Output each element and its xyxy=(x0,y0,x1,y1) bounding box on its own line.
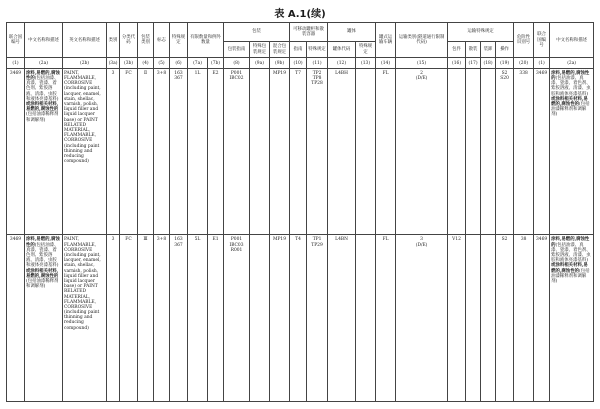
cn-name-normal: (包括油漆、真漆、瓷漆、着色剂、紫胶溶液、清漆、虫胶和液体亮漆基料) xyxy=(551,76,591,97)
tunnel-code: (D/E) xyxy=(415,242,428,248)
cn-name-tail: (包括油漆稀释剂和调解剂) xyxy=(26,112,59,123)
hdr-tank-code: 罐体代码 xyxy=(328,41,356,58)
packing-special xyxy=(250,68,270,235)
hdr-load: 装卸 xyxy=(481,41,496,58)
special-load xyxy=(481,235,496,402)
limited-quantity: 1L xyxy=(188,68,208,235)
hdr-packing-group: 包装类别 xyxy=(138,23,154,58)
col-num: (3a) xyxy=(107,58,120,68)
cn-name-or: 或涂料相关材料,易燃的,腐蚀性的 xyxy=(551,96,588,108)
col-num: (2a) xyxy=(550,58,594,68)
special-provisions: 163 367 xyxy=(170,68,188,235)
col-num: (1) xyxy=(534,58,550,68)
un-number-2: 3469 xyxy=(534,235,550,402)
col-num: (18) xyxy=(481,58,496,68)
tank-special xyxy=(356,235,376,402)
special-provisions: 163 367 xyxy=(170,235,188,402)
col-num: (8) xyxy=(224,58,250,68)
special-operation: S2 S20 xyxy=(496,68,514,235)
cn-name-tail: (包括油漆稀释剂和调解剂) xyxy=(551,102,590,118)
table-title: 表 A.1(续) xyxy=(274,9,326,20)
hdr-un-no: 联合国编号 xyxy=(7,23,25,58)
excepted-quantity: E1 xyxy=(208,235,224,402)
hdr-cn-name-2: 中文名称和描述 xyxy=(550,23,594,58)
cn-name-or: 或涂料相关材料,易燃的,腐蚀性的 xyxy=(551,263,588,274)
col-num: (9b) xyxy=(270,58,290,68)
vehicle-for-tank: FL xyxy=(376,68,396,235)
labels: 3+8 xyxy=(154,68,170,235)
col-num: (7a) xyxy=(188,58,208,68)
hdr-packaging: 包装 xyxy=(224,23,290,42)
hdr-portable-tanks: 可移动罐柜和散装容器 xyxy=(290,23,328,42)
labels: 3+8 xyxy=(154,235,170,402)
limited-quantity: 5L xyxy=(188,235,208,402)
hazard-id: 38 xyxy=(514,235,534,402)
hdr-pack-instructions: 包装指南 xyxy=(224,41,250,58)
col-num: (14) xyxy=(376,58,396,68)
col-num: (20) xyxy=(514,58,534,68)
special-pkg: V12 xyxy=(448,235,466,402)
col-num: (11) xyxy=(307,58,328,68)
col-num: (17) xyxy=(466,58,481,68)
category: 2 xyxy=(420,70,423,76)
transport-category xyxy=(396,235,448,402)
class-code: FC xyxy=(120,68,138,235)
hdr-pack-special: 特殊包装规定 xyxy=(250,41,270,58)
hdr-un-no-2: 联合国编号 xyxy=(534,23,550,58)
hdr-special-provisions: 特殊规定 xyxy=(170,23,188,58)
excepted-quantity: E2 xyxy=(208,68,224,235)
table-row xyxy=(7,235,594,402)
header-row-1 xyxy=(7,23,594,42)
tank-instructions: T7 xyxy=(290,68,307,235)
col-num: (3b) xyxy=(120,58,138,68)
special-pkg xyxy=(448,68,466,235)
col-num: (6) xyxy=(170,58,188,68)
cn-name-bold: 涂料,易燃的,腐蚀性的 xyxy=(26,70,60,82)
tank-instructions: T4 xyxy=(290,235,307,402)
special-load xyxy=(481,68,496,235)
tunnel-code: (D/E) xyxy=(415,76,428,82)
column-number-row xyxy=(7,58,594,68)
packing-instructions: P001 IBC03 R001 xyxy=(224,235,250,402)
cn-name-bold: 涂料,易燃的,腐蚀性的 xyxy=(551,237,590,248)
col-num: (15) xyxy=(396,58,448,68)
col-num: (12) xyxy=(328,58,356,68)
tank-code: L4BN xyxy=(328,235,356,402)
transport-category xyxy=(396,68,448,235)
hazard-id: 338 xyxy=(514,68,534,235)
hdr-hazard-id: 危险性识别号 xyxy=(514,23,534,58)
hdr-tank: 罐体 xyxy=(328,23,376,42)
mixed-packing: MP19 xyxy=(270,235,290,402)
un-number: 3469 xyxy=(7,68,25,235)
hdr-tank-special: 特殊规定 xyxy=(356,41,376,58)
hdr-instructions: 指南 xyxy=(290,41,307,58)
tank-code: L4BH xyxy=(328,68,356,235)
cn-name-normal: (包括油漆、真漆、瓷漆、着色剂、紫胶溶液、清漆、虫胶和液体亮漆基料) xyxy=(26,242,59,269)
vehicle-for-tank: FL xyxy=(376,235,396,402)
cn-name-bold: 涂料,易燃的,腐蚀性的 xyxy=(26,237,60,248)
packing-group: Ⅱ xyxy=(138,68,154,235)
cn-name-normal: (包括油漆、真漆、瓷漆、着色剂、紫胶溶液、清漆、虫胶和液体亮漆基料) xyxy=(551,242,591,264)
col-num: (1) xyxy=(7,58,25,68)
cn-name-or: 或涂料相关材料,易燃的,腐蚀性的 xyxy=(26,102,59,113)
hdr-labels: 标志 xyxy=(154,23,170,58)
packing-special xyxy=(250,235,270,402)
table-row xyxy=(7,68,594,235)
hdr-operation: 操作 xyxy=(496,41,514,58)
cn-name-2 xyxy=(550,235,594,402)
cn-name xyxy=(25,68,63,235)
col-num: (9a) xyxy=(250,58,270,68)
col-num: (2a) xyxy=(25,58,63,68)
tank-special-provisions: TP2 TP8 TP28 xyxy=(307,68,328,235)
hdr-bulk: 散装 xyxy=(466,41,481,58)
col-num: (10) xyxy=(290,58,307,68)
dangerous-goods-table xyxy=(6,22,594,402)
hdr-class: 类别 xyxy=(107,23,120,58)
cn-name-tail: (包括油漆稀释剂和调解剂) xyxy=(26,278,59,290)
col-num: (2b) xyxy=(63,58,107,68)
packing-group: Ⅲ xyxy=(138,235,154,402)
hdr-vehicle-for-tank: 罐式运输车辆 xyxy=(376,23,396,58)
un-number: 3469 xyxy=(7,235,25,402)
special-bulk xyxy=(466,235,481,402)
class-code: FC xyxy=(120,235,138,402)
col-num: (19) xyxy=(496,58,514,68)
tank-special-provisions: TP1 TP29 xyxy=(307,235,328,402)
col-num: (7b) xyxy=(208,58,224,68)
un-number-2: 3469 xyxy=(534,68,550,235)
hdr-portable-special: 特殊规定 xyxy=(307,41,328,58)
hdr-mixed-packing: 混合包装规定 xyxy=(270,41,290,58)
hdr-cn-name: 中文名称和描述 xyxy=(25,23,63,58)
special-bulk xyxy=(466,68,481,235)
class: 3 xyxy=(107,68,120,235)
hdr-pkg: 包件 xyxy=(448,41,466,58)
category: 3 xyxy=(420,237,423,243)
cn-name-normal: (包括油漆、真漆、瓷漆、着色剂、紫胶溶液、清漆、虫胶和液体亮漆基料) xyxy=(26,76,59,102)
col-num: (4) xyxy=(138,58,154,68)
hdr-special-transport: 运输特殊规定 xyxy=(448,23,514,42)
special-operation: S2 xyxy=(496,235,514,402)
hdr-class-code: 分类代码 xyxy=(120,23,138,58)
en-name: PAINT, FLAMMABLE, CORROSIVE (including paint, lacquer, enamel, stain, shellac, varnish, polish, liquid filler and liquid lacquer base) or PAINT RELATED MATERIAL, FLAMMABLE, CORROSIVE (including paint thinning and reducing compound) xyxy=(63,68,107,235)
cn-name xyxy=(25,235,63,402)
mixed-packing: MP19 xyxy=(270,68,290,235)
en-name: PAINT, FLAMMABLE, CORROSIVE (including paint, lacquer, enamel, stain, shellac, varnish, polish, liquid filler and liquid lacquer base) or PAINT RELATED MATERIAL, FLAMMABLE, CORROSIVE (including paint thinning and reducing compound) xyxy=(63,235,107,402)
cn-name-or: 或涂料相关材料,易燃的,腐蚀性的 xyxy=(26,268,59,279)
hdr-transport-category: 运输类别(隧道通行限制代码) xyxy=(396,23,448,58)
col-num: (5) xyxy=(154,58,170,68)
cn-name-2 xyxy=(550,68,594,235)
col-num: (16) xyxy=(448,58,466,68)
col-num: (13) xyxy=(356,58,376,68)
cn-name-bold: 涂料,易燃的,腐蚀性的 xyxy=(551,70,590,82)
class: 3 xyxy=(107,235,120,402)
hdr-limited-excepted: 有限数量和例外数量 xyxy=(188,23,224,58)
hdr-en-name: 英文名称和描述 xyxy=(63,23,107,58)
cn-name-tail: (包括油漆稀释剂和调解剂) xyxy=(551,268,590,284)
tank-special xyxy=(356,68,376,235)
packing-instructions: P001 IBC02 xyxy=(224,68,250,235)
